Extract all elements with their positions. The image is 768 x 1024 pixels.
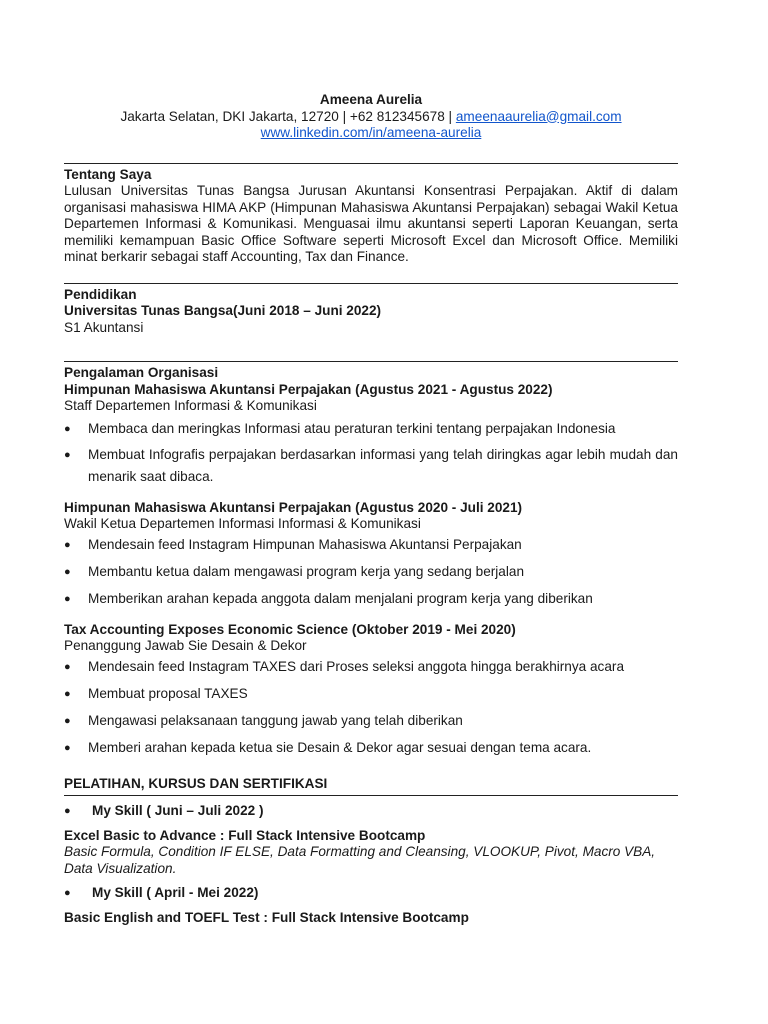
list-item bbox=[64, 534, 678, 556]
list-item bbox=[64, 656, 678, 678]
org-entry-role: Staff Departemen Informasi & Komunikasi bbox=[64, 398, 317, 413]
organization-title: Pengalaman Organisasi bbox=[64, 365, 219, 380]
org-entry-role: Wakil Ketua Departemen Informasi Informasi & Komunikasi bbox=[64, 516, 421, 531]
list-item-text: Membantu ketua dalam mengawasi program kerja yang sedang berjalan bbox=[88, 563, 525, 579]
education-section bbox=[64, 287, 678, 337]
training-section bbox=[64, 776, 678, 927]
section-divider bbox=[64, 283, 678, 284]
org-entry-bullets bbox=[64, 418, 678, 488]
bullet-icon: ● bbox=[64, 714, 71, 727]
education-school: Universitas Tunas Bangsa(Juni 2018 – Juni 2022) bbox=[64, 303, 382, 318]
training-desc: Basic Formula, Condition IF ELSE, Data Formatting and Cleansing, VLOOKUP, Pivot, Macro VBA, Data Visualization. bbox=[64, 844, 656, 876]
org-entry-heading: Himpunan Mahasiswa Akuntansi Perpajakan (Agustus 2021 - Agustus 2022) bbox=[64, 381, 553, 397]
list-item bbox=[64, 710, 678, 732]
training-course: Basic English and TOEFL Test : Full Stack Intensive Bootcamp bbox=[64, 909, 469, 925]
bullet-icon: ● bbox=[64, 422, 71, 435]
org-entry bbox=[64, 382, 678, 488]
section-divider bbox=[64, 163, 678, 164]
training-item-label: ● My Skill ( Juni – Juli 2022 ) bbox=[64, 803, 264, 818]
org-entry bbox=[64, 622, 678, 759]
bullet-icon: ● bbox=[64, 887, 71, 899]
org-entry-heading: Tax Accounting Exposes Economic Science (Oktober 2019 - Mei 2020) bbox=[64, 621, 516, 637]
org-entry-role: Penanggung Jawab Sie Desain & Dekor bbox=[64, 638, 307, 653]
section-divider bbox=[64, 361, 678, 362]
training-item-label: ● My Skill ( April - Mei 2022) bbox=[64, 885, 259, 900]
list-item bbox=[64, 561, 678, 583]
list-item bbox=[64, 418, 678, 440]
org-entry-heading: Himpunan Mahasiswa Akuntansi Perpajakan (Agustus 2020 - Juli 2021) bbox=[64, 499, 523, 515]
bullet-icon: ● bbox=[64, 660, 71, 673]
list-item-text: Mendesain feed Instagram TAXES dari Proses seleksi anggota hingga berakhirnya acara bbox=[88, 658, 625, 674]
education-title: Pendidikan bbox=[64, 286, 137, 302]
training-course: Excel Basic to Advance : Full Stack Intensive Bootcamp bbox=[64, 827, 426, 843]
resume-header bbox=[64, 92, 678, 142]
org-entry-bullets bbox=[64, 534, 678, 610]
section-divider bbox=[64, 795, 678, 796]
linkedin-link[interactable]: www.linkedin.com/in/ameena-aurelia bbox=[260, 125, 482, 140]
list-item-text: Membuat proposal TAXES bbox=[88, 685, 248, 701]
contact-line bbox=[64, 109, 678, 126]
contact-details: Jakarta Selatan, DKI Jakarta, 12720 | +62 812345678 | bbox=[120, 108, 456, 124]
organization-section bbox=[64, 365, 678, 759]
org-entry-bullets bbox=[64, 656, 678, 759]
bullet-icon: ● bbox=[64, 741, 71, 754]
bullet-icon: ● bbox=[64, 805, 71, 817]
list-item bbox=[64, 737, 678, 759]
resume-document bbox=[64, 92, 678, 926]
education-degree: S1 Akuntansi bbox=[64, 319, 144, 335]
list-item bbox=[64, 444, 678, 488]
about-text: Lulusan Universitas Tunas Bangsa Jurusan Akuntansi Konsentrasi Perpajakan. Aktif di dalam organisasi mahasiswa HIMA AKP (Himpunan Mahasiswa Akuntansi Perpajakan) sebagai Wakil Ketua Departemen Informasi & Komunikasi. Menguasai ilmu akuntansi seperti Laporan Keuangan, serta memiliki kemampuan Basic Office Software seperti Microsoft Excel dan Microsoft Office. Memiliki minat berkarir sebagai staff Accounting, Tax dan Finance. bbox=[64, 183, 678, 264]
candidate-name: Ameena Aurelia bbox=[319, 92, 423, 107]
bullet-icon: ● bbox=[64, 687, 71, 700]
list-item-text: Membaca dan meringkas Informasi atau peraturan terkini tentang perpajakan Indonesia bbox=[88, 420, 616, 436]
list-item bbox=[64, 683, 678, 705]
about-section bbox=[64, 167, 678, 266]
list-item-text: Mengawasi pelaksanaan tanggung jawab yang telah diberikan bbox=[88, 712, 463, 728]
bullet-icon: ● bbox=[64, 565, 71, 578]
list-item-text: Memberi arahan kepada ketua sie Desain & Dekor agar sesuai dengan tema acara. bbox=[88, 739, 592, 755]
org-entry bbox=[64, 500, 678, 610]
bullet-icon: ● bbox=[64, 448, 71, 461]
bullet-icon: ● bbox=[64, 538, 71, 551]
list-item-text: Membuat Infografis perpajakan berdasarkan informasi yang telah diringkas agar lebih mudah dan menarik saat dibaca. bbox=[88, 446, 678, 484]
list-item bbox=[64, 588, 678, 610]
bullet-icon: ● bbox=[64, 592, 71, 605]
list-item-text: Memberikan arahan kepada anggota dalam menjalani program kerja yang diberikan bbox=[88, 590, 593, 606]
list-item-text: Mendesain feed Instagram Himpunan Mahasiswa Akuntansi Perpajakan bbox=[88, 536, 522, 552]
training-title: PELATIHAN, KURSUS DAN SERTIFIKASI bbox=[64, 775, 328, 791]
about-title: Tentang Saya bbox=[64, 166, 152, 182]
email-link[interactable]: ameenaaurelia@gmail.com bbox=[455, 108, 622, 124]
